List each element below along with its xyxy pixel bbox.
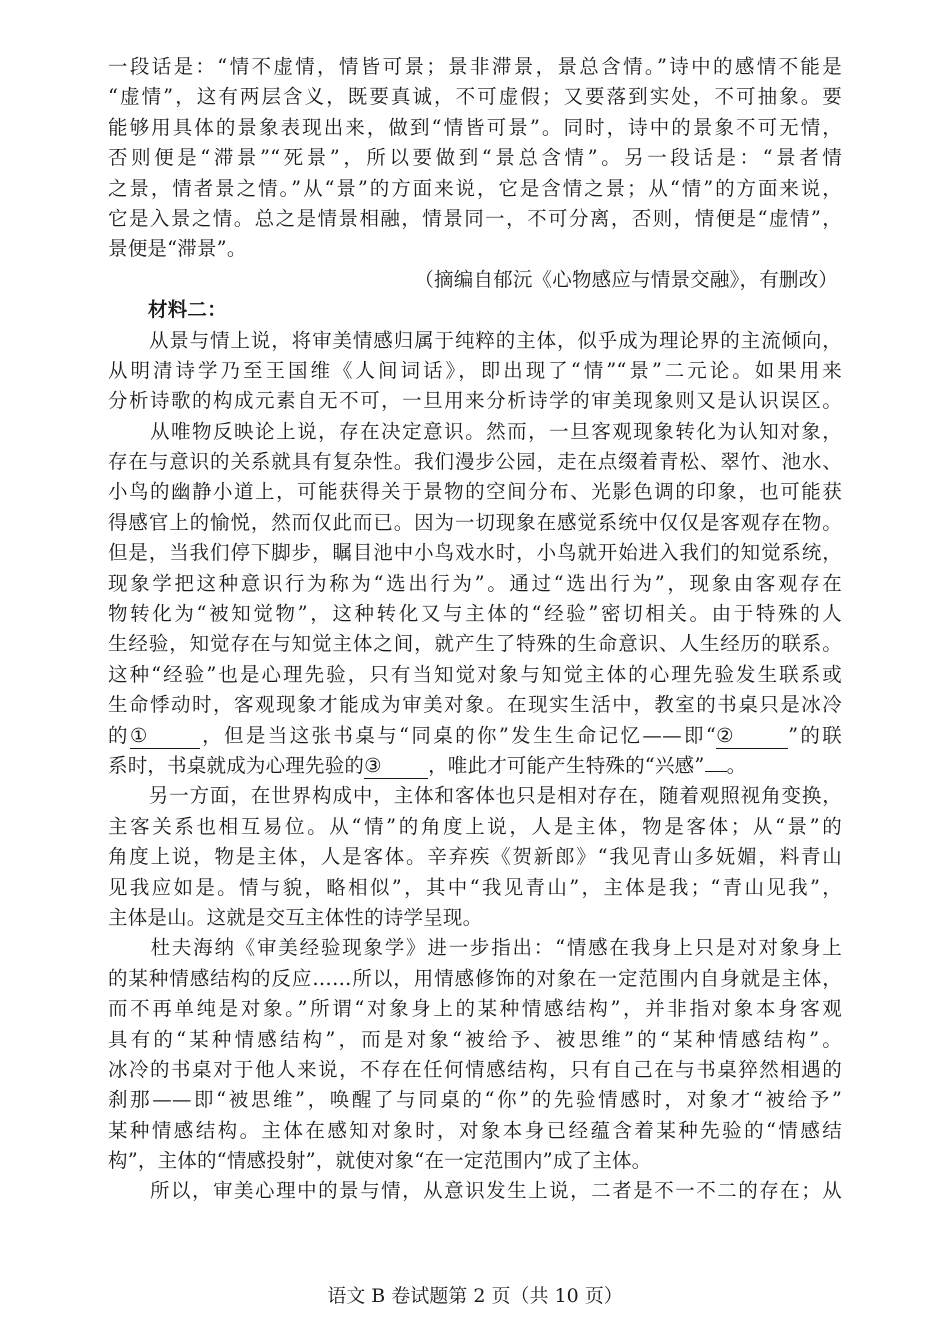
text-line: 生经验，知觉存在与知觉主体之间，就产生了特殊的生命意识、人生经历的联系。 <box>108 632 842 656</box>
text-fragment: ，但是当这张书桌与“同桌的你”发生生命记忆——即“ <box>199 723 717 747</box>
page-footer: 语文 B 卷试题第 2 页（共 10 页） <box>327 1285 623 1307</box>
text-fragment: ，唯此才可能产生特殊的“兴感” <box>428 753 705 777</box>
fill-blank-line-1 <box>108 721 842 751</box>
text-fragment: ”的联 <box>788 723 842 747</box>
text-line: 另一方面，在世界构成中，主体和客体也只是相对存在，随着观照视角变换， <box>108 784 842 808</box>
text-line: 这种“经验”也是心理先验，只有当知觉对象与知觉主体的心理先验发生联系或 <box>108 662 842 686</box>
fill-blank-line-2 <box>108 751 842 781</box>
source-citation: （摘编自郁沅《心物感应与情景交融》，有删改） <box>414 267 838 291</box>
text-line: 从景与情上说，将审美情感归属于纯粹的主体，似乎成为理论界的主流倾向， <box>108 328 842 352</box>
text-line: 所以，审美心理中的景与情，从意识发生上说，二者是不一不二的存在；从 <box>108 1179 842 1203</box>
text-line: 能够用具体的景象表现出来，做到“情皆可景”。同时，诗中的景象不可无情， <box>108 115 842 139</box>
text-line: 构”，主体的“情感投射”，就使对象“在一定范围内”成了主体。 <box>108 1149 652 1173</box>
paragraph-2 <box>108 326 842 417</box>
text-line: 冰冷的书桌对于他人来说，不存在任何情感结构，只有自己在与书桌猝然相遇的 <box>108 1057 842 1081</box>
blank-1: ① <box>130 724 200 749</box>
paragraph-5 <box>108 933 842 1176</box>
text-line: “虚情”，这有两层含义，既要真诚，不可虚假；又要落到实处，不可抽象。要 <box>108 85 842 109</box>
paragraph-3 <box>108 417 842 782</box>
text-line: 见我应如是。情与貌，略相似”，其中“我见青山”，主体是我；“青山见我”， <box>108 875 842 899</box>
text-line: 生命悸动时，客观现象才能成为审美对象。在现实生活中，教室的书桌只是冰冷 <box>108 693 842 717</box>
paragraph-1 <box>108 52 842 265</box>
text-line: 物转化为“被知觉物”，这种转化又与主体的“经验”密切相关。由于特殊的人 <box>108 602 842 626</box>
text-line: 分析诗歌的构成元素自无不可，一旦用来分析诗学的审美现象则又是认识误区。 <box>108 389 842 413</box>
text-line: 主体是山。这就是交互主体性的诗学呈现。 <box>108 905 483 929</box>
text-line: 现象学把这种意识行为称为“选出行为”。通过“选出行为”，现象由客观存在 <box>108 571 842 595</box>
paragraph-6 <box>108 1176 842 1206</box>
text-line: 得感官上的愉悦，然而仅此而已。因为一切现象在感觉系统中仅仅是客观存在物。 <box>108 510 842 534</box>
text-line: 存在与意识的关系就具有复杂性。我们漫步公园，走在点缀着青松、翠竹、池水、 <box>108 450 842 474</box>
paragraph-4 <box>108 781 842 933</box>
blank-tail <box>705 771 727 772</box>
text-line: 但是，当我们停下脚步，瞩目池中小鸟戏水时，小鸟就开始进入我们的知觉系统， <box>108 541 842 565</box>
text-line: 杜夫海纳《审美经验现象学》进一步指出：“情感在我身上只是对对象身上 <box>108 936 842 960</box>
blank-2: ② <box>716 724 788 749</box>
text-fragment: 。 <box>726 753 747 777</box>
text-line: 主客关系也相互易位。从“情”的角度上说，人是主体，物是客体；从“景”的 <box>108 814 842 838</box>
text-line: 刹那——即“被思维”，唤醒了与同桌的“你”的先验情感时，对象才“被给予” <box>108 1088 842 1112</box>
blank-3: ③ <box>364 754 428 779</box>
text-line: 小鸟的幽静小道上，可能获得关于景物的空间分布、光影色调的印象，也可能获 <box>108 480 842 504</box>
text-line: 角度上说，物是主体，人是客体。辛弃疾《贺新郎》“我见青山多妩媚，料青山 <box>108 845 842 869</box>
text-fragment: 系时，书桌就成为心理先验的 <box>108 753 365 777</box>
text-line: 从明清诗学乃至王国维《人间词话》，即出现了“情”“景”二元论。如果用来 <box>108 358 842 382</box>
text-line: 一段话是：“情不虚情，情皆可景；景非滞景，景总含情。”诗中的感情不能是 <box>108 55 842 78</box>
text-line: 的某种情感结构的反应……所以，用情感修饰的对象在一定范围内自身就是主体， <box>108 966 842 990</box>
text-line: 它是入景之情。总之是情景相融，情景同一，不可分离，否则，情便是“虚情”， <box>108 206 842 230</box>
text-line: 景便是“滞景”。 <box>108 237 247 261</box>
text-line: 否则便是“滞景”“死景”，所以要做到“景总含情”。另一段话是：“景者情 <box>108 146 842 170</box>
text-line: 从唯物反映论上说，存在决定意识。然而，一旦客观现象转化为认知对象， <box>108 419 842 443</box>
text-line: 之景，情者景之情。”从“景”的方面来说，它是含情之景；从“情”的方面来说， <box>108 176 842 200</box>
text-line: 具有的“某种情感结构”，而是对象“被给予、被思维”的“某种情感结构”。 <box>108 1027 842 1051</box>
material-2-heading: 材料二： <box>148 298 227 322</box>
text-line: 而不再单纯是对象。”所谓“对象身上的某种情感结构”，并非指对象本身客观 <box>108 997 842 1021</box>
text-fragment: 的 <box>108 723 130 747</box>
text-line: 某种情感结构。主体在感知对象时，对象本身已经蕴含着某种先验的“情感结 <box>108 1118 842 1142</box>
